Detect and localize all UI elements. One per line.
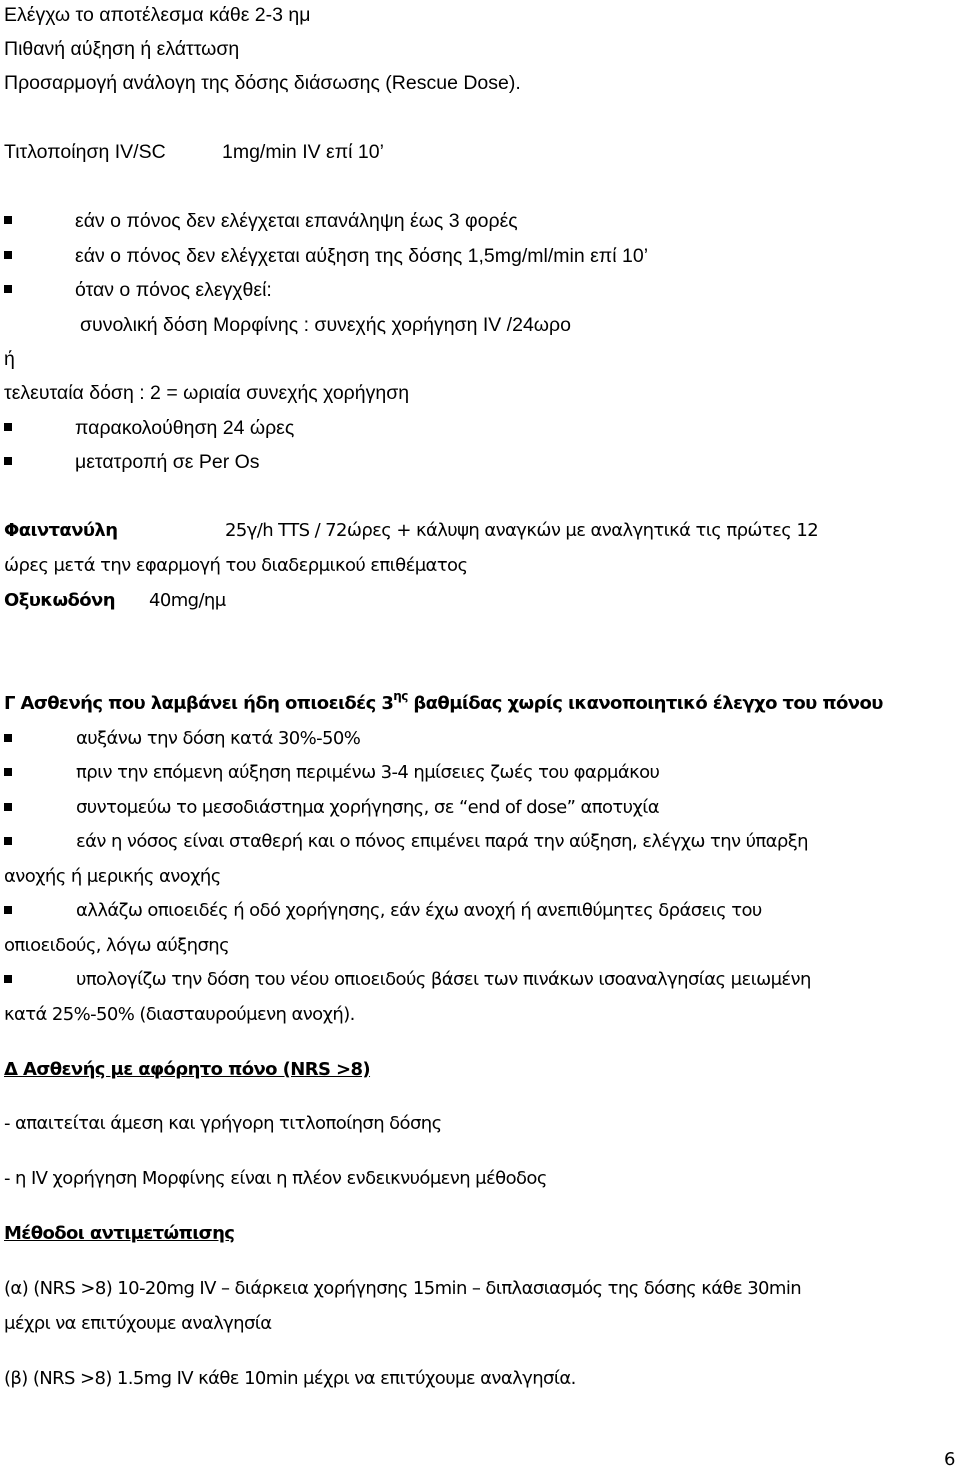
titration-or: ή (4, 348, 15, 370)
page-number: 6 (944, 1449, 955, 1470)
method-a-cont: μέχρι να επιτύχουμε αναλγησία (4, 1313, 272, 1334)
titration-bullet2-2: μετατροπή σε Per Os (75, 451, 260, 473)
section-g-heading-sup: ης (393, 689, 408, 703)
bullet-icon (4, 906, 12, 914)
section-g-bullet-4: εάν η νόσος είναι σταθερή και ο πόνος επιμένει παρά την αύξηση, ελέγχω την ύπαρξη (76, 831, 808, 852)
bullet-icon (4, 423, 12, 431)
titration-bullet-3: όταν ο πόνος ελεγχθεί: (75, 279, 272, 301)
bullet-icon (4, 457, 12, 465)
section-g-bullet-1: αυξάνω την δόση κατά 30%-50% (76, 728, 361, 749)
intro-line-3: Προσαρμογή ανάλογη της δόσης διάσωσης (Rescue Dose). (4, 72, 521, 94)
titration-dose: 1mg/min IV επί 10’ (222, 141, 384, 163)
titration-last-dose: τελευταία δόση : 2 = ωριαία συνεχής χορήγηση (4, 382, 410, 404)
section-g-bullet-6: υπολογίζω την δόση του νέου οπιοειδούς βάσει των πινάκων ισοαναλγησίας μειωμένη (76, 969, 811, 990)
bullet-icon (4, 803, 12, 811)
bullet-icon (4, 837, 12, 845)
oxycodone-label: Οξυκωδόνη (4, 590, 115, 611)
bullet-icon (4, 285, 12, 293)
fentanyl-cont: ώρες μετά την εφαρμογή του διαδερμικού επιθέματος (4, 555, 468, 576)
titration-sub-line: συνολική δόση Μορφίνης : συνεχής χορήγηση IV /24ωρο (80, 314, 571, 336)
titration-label: Τιτλοποίηση IV/SC (4, 141, 166, 163)
section-g-heading (4, 689, 883, 716)
method-a: (α) (NRS >8) 10-20mg IV – διάρκεια χορήγησης 15min – διπλασιασμός της δόσης κάθε 30min (4, 1278, 802, 1299)
section-d-heading: Δ Ασθενής με αφόρητο πόνο (NRS >8) (4, 1059, 371, 1080)
intro-line-2: Πιθανή αύξηση ή ελάττωση (4, 38, 240, 60)
oxycodone-text: 40mg/ημ (149, 590, 226, 611)
bullet-icon (4, 251, 12, 259)
section-d-p2: - η IV χορήγηση Μορφίνης είναι η πλέον ενδεικνυόμενη μέθοδος (4, 1168, 547, 1189)
bullet-icon (4, 734, 12, 742)
section-g-heading-pre: Γ Ασθενής που λαμβάνει ήδη οπιοειδές 3 (4, 693, 394, 714)
section-g-bullet-2: πριν την επόμενη αύξηση περιμένω 3-4 ημίσειες ζωές του φαρμάκου (76, 762, 660, 783)
fentanyl-label: Φαιντανύλη (4, 520, 118, 541)
section-g-bullet-6-cont: κατά 25%-50% (διασταυρούμενη ανοχή). (4, 1004, 355, 1025)
section-g-bullet-5: αλλάζω οπιοειδές ή οδό χορήγησης, εάν έχω ανοχή ή ανεπιθύμητες δράσεις του (76, 900, 762, 921)
titration-bullet2-1: παρακολούθηση 24 ώρες (75, 417, 295, 439)
titration-bullet-1: εάν ο πόνος δεν ελέγχεται επανάληψη έως 3 φορές (75, 210, 518, 232)
section-g-bullet-4-cont: ανοχής ή μερικής ανοχής (4, 866, 221, 887)
bullet-icon (4, 768, 12, 776)
fentanyl-text: 25γ/h TTS / 72ώρες + κάλυψη αναγκών με αναλγητικά τις πρώτες 12 (225, 520, 819, 541)
section-g-bullet-3: συντομεύω το μεσοδιάστημα χορήγησης, σε “end of dose” αποτυχία (76, 797, 660, 818)
section-g-bullet-5-cont: οπιοειδούς, λόγω αύξησης (4, 935, 230, 956)
titration-bullet-2: εάν ο πόνος δεν ελέγχεται αύξηση της δόσης 1,5mg/ml/min επί 10’ (75, 245, 649, 267)
section-d-p1: - απαιτείται άμεση και γρήγορη τιτλοποίηση δόσης (4, 1113, 442, 1134)
bullet-icon (4, 975, 12, 983)
section-g-heading-post: βαθμίδας χωρίς ικανοποιητικό έλεγχο του πόνου (407, 693, 883, 714)
intro-line-1: Ελέγχω το αποτέλεσμα κάθε 2-3 ημ (4, 4, 311, 26)
method-b: (β) (NRS >8) 1.5mg IV κάθε 10min μέχρι να επιτύχουμε αναλγησία. (4, 1368, 576, 1389)
bullet-icon (4, 216, 12, 224)
methods-heading: Μέθοδοι αντιμετώπισης (4, 1223, 235, 1244)
